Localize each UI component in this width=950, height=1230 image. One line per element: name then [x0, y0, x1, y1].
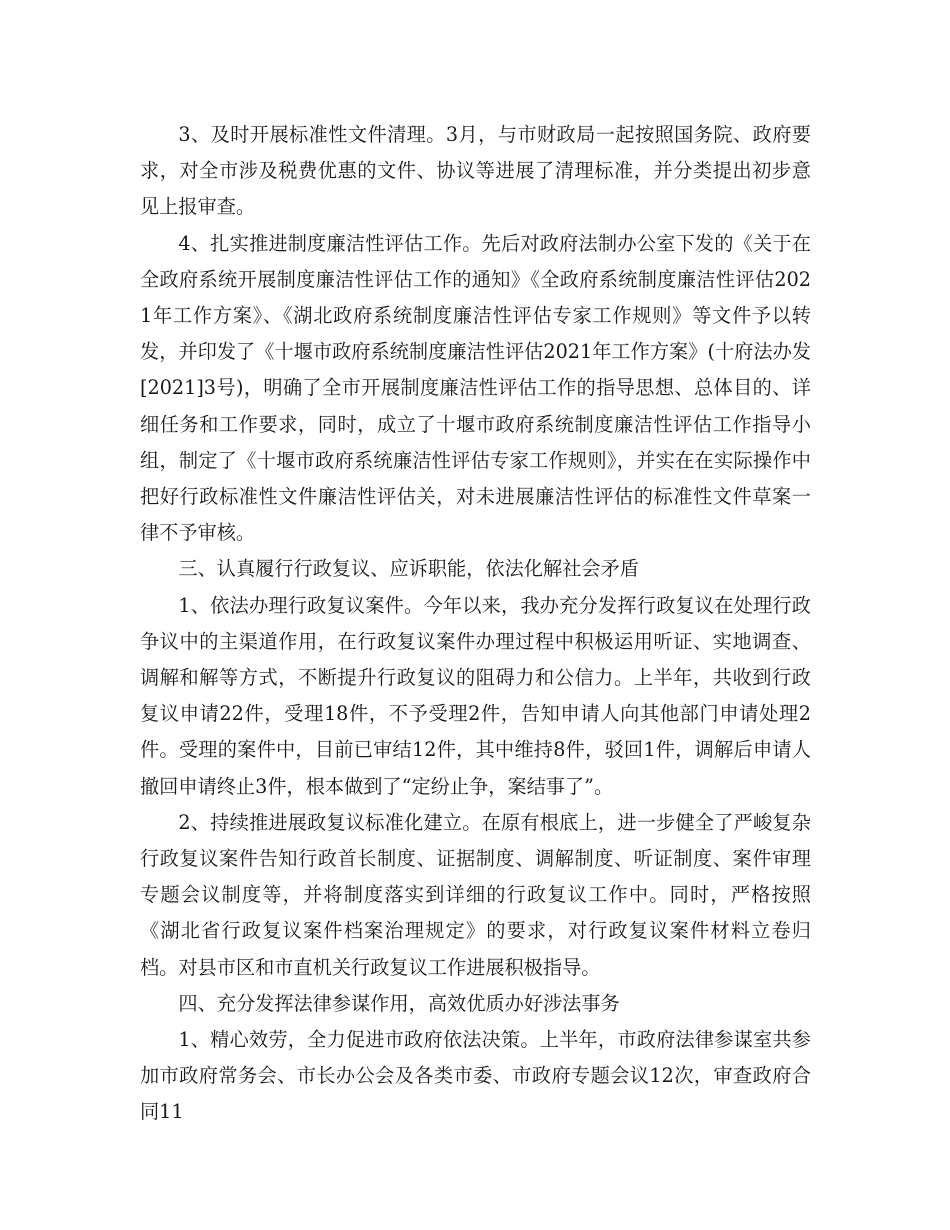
- paragraph-integrity-assessment: 4、扎实推进制度廉洁性评估工作。先后对政府法制办公室下发的《关于在全政府系统开展制度廉洁性评估工作的通知》《全政府系统制度廉洁性评估2021年工作方案》、《湖北政府系统制度廉洁性评估专家工作规则》等文件予以转发，并印发了《十堰市政府系统制度廉洁性评估2021年工作方案》(十府法办发[2021]3号)，明确了全市开展制度廉洁性评估工作的指导思想、总体目的、详细任务和工作要求，同时，成立了十堰市政府系统制度廉洁性评估工作指导小组，制定了《十堰市政府系统廉洁性评估专家工作规则》，并实在在实际操作中把好行政标准性文件廉洁性评估关，对未进展廉洁性评估的标准性文件草案一律不予审核。: [140, 231, 811, 545]
- paragraph-review-standardization: 2、持续推进展政复议标准化建立。在原有根底上，进一步健全了严峻复杂行政复议案件告知行政首长制度、证据制度、调解制度、听证制度、案件审理专题会议制度等，并将制度落实到详细的行政复议工作中。同时，严格按照《湖北省行政复议案件档案治理规定》的要求，对行政复议案件材料立卷归档。对县市区和市直机关行政复议工作进展积极指导。: [140, 810, 811, 979]
- paragraph-tax-document-cleanup: 3、及时开展标准性文件清理。3月，与市财政局一起按照国务院、政府要求，对全市涉及税费优惠的文件、协议等进展了清理标准，并分类提出初步意见上报审查。: [140, 123, 811, 219]
- paragraph-review-cases: 1、依法办理行政复议案件。今年以来，我办充分发挥行政复议在处理行政争议中的主渠道作用，在行政复议案件办理过程中积极运用听证、实地调查、调解和解等方式，不断提升行政复议的阻碍力和公信力。上半年，共收到行政复议申请22件，受理18件，不予受理2件，告知申请人向其他部门申请处理2件。受理的案件中，目前已审结12件，其中维持8件，驳回1件，调解后申请人撤回申请终止3件，根本做到了“定纷止争，案结事了”。: [140, 593, 811, 798]
- section-heading-legal-counsel: 四、充分发挥法律参谋作用，高效优质办好涉法事务: [178, 991, 620, 1015]
- section-heading-administrative-review: 三、认真履行行政复议、应诉职能，依法化解社会矛盾: [178, 557, 639, 581]
- document-body: [140, 117, 811, 1131]
- paragraph-legal-decision-support: 1、精心效劳，全力促进市政府依法决策。上半年，市政府法律参谋室共参加市政府常务会、市长办公会及各类市委、市政府专题会议12次，审查政府合同11: [140, 1028, 811, 1124]
